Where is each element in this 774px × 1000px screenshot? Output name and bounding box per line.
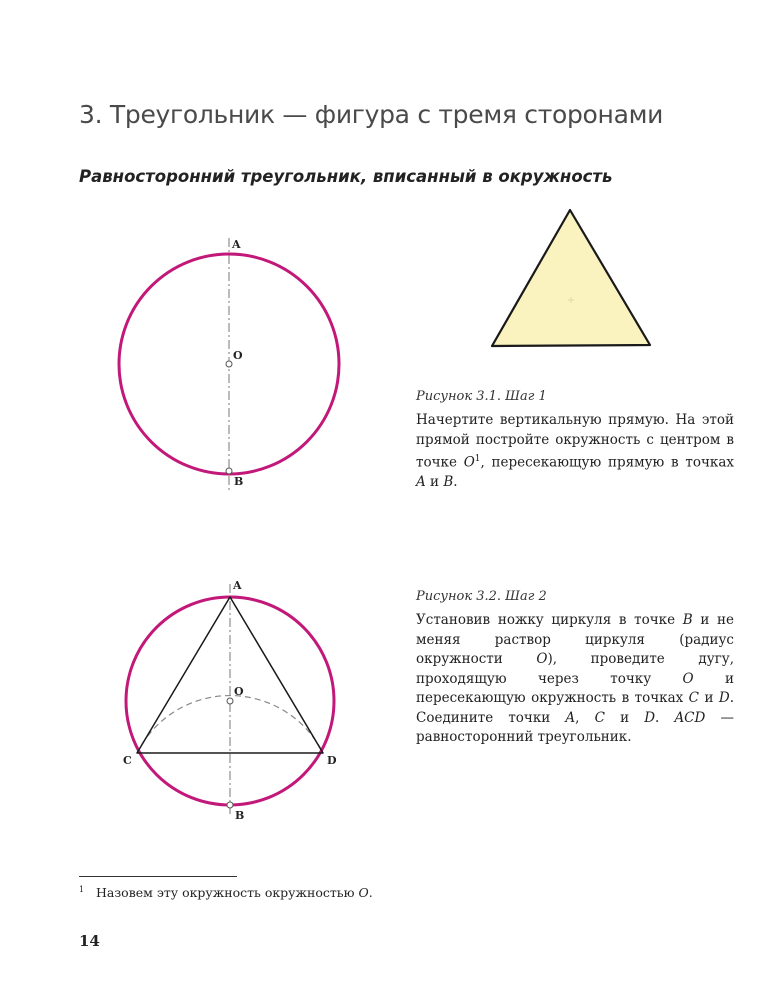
footnote: 1 Назовем эту окружность окружностью O. <box>79 885 373 900</box>
point-a-label: A <box>232 238 241 251</box>
figure-3-2-label: Рисунок 3.2. Шаг 2 <box>416 589 547 604</box>
point-o-marker <box>227 698 233 704</box>
point-a-label: A <box>233 579 242 592</box>
point-c-label: C <box>123 754 132 767</box>
page-number: 14 <box>79 932 100 950</box>
point-b-marker <box>226 468 232 474</box>
equilateral-triangle-illustration <box>486 205 656 353</box>
section-title: Равносторонний треугольник, вписанный в окружность <box>79 167 613 186</box>
yellow-triangle <box>492 210 650 346</box>
point-d-label: D <box>327 754 337 767</box>
figure-3-1-diagram <box>110 232 350 497</box>
footnote-mark: 1 <box>79 885 85 894</box>
point-o-label: O <box>234 685 244 698</box>
point-o-marker <box>226 361 232 367</box>
footnote-divider <box>79 876 237 877</box>
figure-3-1-text: Начертите вертикальную прямую. На этой прямой постройте окружность с центром в точке $O^1$, пересекающую прямую в точках A и B. <box>416 412 735 490</box>
point-o-label: O <box>233 349 243 362</box>
figure-3-2-diagram <box>118 575 348 823</box>
chapter-title: 3. Треугольник — фигура с тремя сторонами <box>79 100 664 129</box>
figure-3-1-label: Рисунок 3.1. Шаг 1 <box>416 389 547 404</box>
figure-3-2-caption <box>416 589 734 748</box>
point-b-label: B <box>235 809 245 822</box>
figure-3-1-caption <box>416 389 734 493</box>
point-b-marker <box>227 802 233 808</box>
point-b-label: B <box>234 475 244 488</box>
figure-3-2-text: Установив ножку циркуля в точке B и не меняя раствор циркуля (радиус окружности O), проведите дугу, проходящую через точку O и пересекающую окружность в точках C и D. Соедините точки A, C и D. ACD — равносторонний треугольник. <box>416 612 734 745</box>
